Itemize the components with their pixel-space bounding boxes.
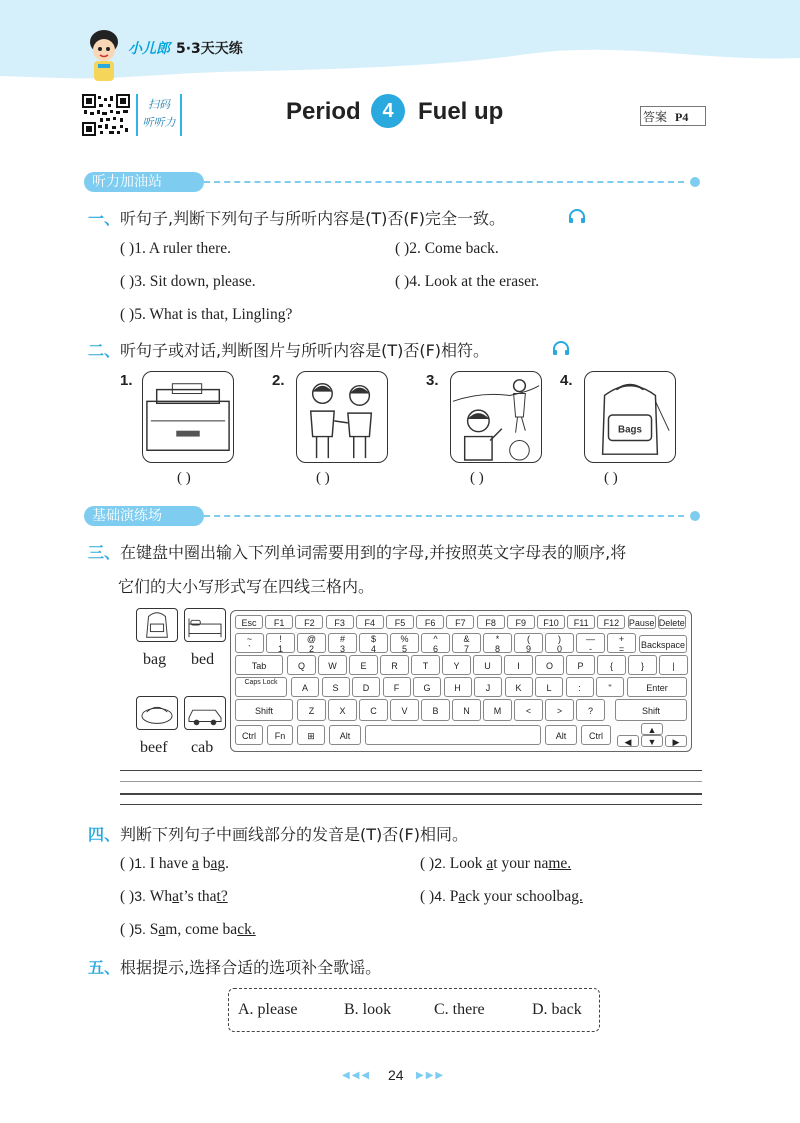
answer-blank[interactable]: ( ): [120, 855, 135, 872]
key-number-11-label: —: [586, 634, 595, 644]
key-esc[interactable]: [235, 615, 263, 629]
sentence-text: g.: [217, 855, 229, 872]
headphone-icon[interactable]: [568, 208, 586, 224]
key-w[interactable]: [318, 655, 347, 675]
key-shift-left[interactable]: Shift: [235, 699, 293, 721]
picture-3-label: 3.: [426, 372, 439, 389]
key-f8[interactable]: [477, 615, 505, 629]
key-number-12[interactable]: [607, 633, 636, 653]
key-symbol-10[interactable]: [597, 655, 626, 675]
key-f6-label: F6: [424, 618, 436, 628]
key-z[interactable]: [297, 699, 326, 721]
word-cab: cab: [191, 739, 214, 756]
key-symbol-10-label: {: [609, 661, 613, 671]
sentence-text: m, come b: [165, 921, 231, 938]
picture-2-label: 2.: [272, 372, 285, 389]
key-j[interactable]: [474, 677, 502, 697]
key-f2[interactable]: [295, 615, 323, 629]
key-f8-label: F8: [485, 618, 496, 628]
key-number-4[interactable]: [359, 633, 388, 653]
key-number-7-label: &: [463, 634, 470, 644]
q4-item-2: [420, 855, 571, 873]
question-3-instruction-line1: 在键盘中圈出输入下列单词需要用到的字母,并按照英文字母表的顺序,将: [120, 543, 627, 562]
scan-hint: [136, 94, 182, 136]
key-f6[interactable]: [416, 615, 444, 629]
key-pause[interactable]: [628, 615, 656, 629]
question-4-instruction: 判断下列句子中画线部分的发音是(T)否(F)相同。: [120, 825, 468, 844]
key-number-10[interactable]: [545, 633, 574, 653]
cab-icon: [184, 696, 226, 730]
q1-item-4: ( )4. Look at the eraser.: [395, 273, 540, 290]
key-number-11[interactable]: [576, 633, 605, 653]
underlined-letter: a: [172, 888, 180, 905]
key-f1[interactable]: [265, 615, 293, 629]
key-d[interactable]: [352, 677, 380, 697]
choice-c: C. there: [434, 1001, 485, 1018]
key-number-2-label: 2: [308, 644, 314, 654]
key-f4[interactable]: [356, 615, 384, 629]
key-m[interactable]: [483, 699, 512, 721]
key-k-label: K: [515, 683, 522, 693]
key-f1-label: F1: [273, 618, 285, 628]
choice-b: B. look: [344, 1001, 392, 1018]
underlined-letter: me.: [548, 855, 572, 872]
key-number-3-label: 3: [339, 644, 345, 654]
key-fn[interactable]: Fn: [267, 725, 293, 745]
key-u[interactable]: [473, 655, 502, 675]
key-number-5[interactable]: [390, 633, 419, 653]
underlined-letter: a: [191, 855, 199, 872]
q1-item-1: ( )1. A ruler there.: [120, 240, 232, 257]
key-f11[interactable]: [567, 615, 595, 629]
key-f-label: F: [393, 683, 400, 693]
key-number-3-label: #: [339, 634, 345, 644]
key-x-label: X: [339, 706, 346, 716]
item-number: 3.: [134, 888, 150, 904]
key-f3[interactable]: [326, 615, 354, 629]
headphone-icon[interactable]: [552, 340, 570, 356]
key-f3-label: F3: [334, 618, 345, 628]
brand-series: 小儿郎: [128, 41, 170, 57]
key-t-label: T: [422, 661, 429, 671]
key-number-3[interactable]: [328, 633, 357, 653]
two-boys-picture: [296, 371, 388, 463]
key-f12[interactable]: [597, 615, 625, 629]
key-number-6[interactable]: [421, 633, 450, 653]
key-number-9-label: (: [527, 634, 530, 644]
key-number-1-label: !: [279, 634, 282, 644]
key-symbol-12-label: |: [672, 661, 675, 671]
key-space[interactable]: [365, 725, 541, 745]
question-2-number: 二、: [88, 341, 121, 360]
key-p-label: P: [577, 661, 584, 671]
answer-label: 答案: [643, 110, 668, 124]
arrow-up-key[interactable]: ▲: [641, 723, 663, 735]
question-3-instruction-line2: 它们的大小写形式写在四线三格内。: [118, 577, 375, 596]
word-bed: bed: [191, 651, 215, 668]
key-windows[interactable]: ⊞: [297, 725, 325, 745]
key-s-label: S: [332, 683, 339, 693]
brand-book: 5·3天天练: [176, 41, 243, 57]
key-a-label: A: [301, 683, 308, 693]
question-4-title: [88, 822, 468, 845]
key-symbol-10[interactable]: [596, 677, 624, 697]
question-2-instruction: 听句子或对话,判断图片与所听内容是(T)否(F)相符。: [120, 341, 490, 360]
key-i-label: I: [517, 661, 520, 671]
underlined-letter: a: [486, 855, 494, 872]
writing-line-3[interactable]: [120, 793, 702, 795]
key-symbol-8-label: >: [556, 706, 563, 716]
key-number-10-label: ): [558, 634, 561, 644]
arrow-down-key[interactable]: ▼: [641, 735, 663, 747]
sentence-text: a: [564, 888, 572, 905]
key-symbol-11[interactable]: [628, 655, 657, 675]
brand-title: [128, 38, 243, 58]
question-2-title: [88, 338, 489, 361]
section-divider: [204, 515, 684, 517]
key-symbol-7[interactable]: [514, 699, 543, 721]
key-symbol-9[interactable]: [566, 677, 594, 697]
key-f7-label: F7: [455, 618, 466, 628]
answer-blank[interactable]: ( ): [120, 888, 135, 905]
question-1-number: 一、: [88, 209, 121, 228]
page-number: 24: [388, 1067, 404, 1083]
page-prev-arrows-icon: ◀◀◀: [342, 1070, 372, 1081]
key-c[interactable]: [359, 699, 388, 721]
underlined-letter: a: [210, 855, 218, 872]
key-number-4-label: 4: [370, 644, 376, 654]
question-1-title: [88, 206, 505, 229]
key-number-12-label: +: [618, 634, 625, 644]
beef-icon: [136, 696, 178, 730]
sentence-text: Wh: [149, 888, 173, 905]
sentence-text: a: [209, 888, 217, 905]
key-f10[interactable]: [537, 615, 565, 629]
key-e-label: E: [360, 661, 367, 671]
key-h-label: H: [454, 683, 461, 693]
key-number-2-label: @: [306, 634, 317, 644]
q4-item-5: [120, 921, 256, 939]
boy-waving-picture: [450, 371, 542, 463]
key-tab[interactable]: Tab: [235, 655, 283, 675]
key-j-label: J: [485, 683, 491, 693]
choice-d: D. back: [532, 1001, 582, 1018]
key-symbol-12[interactable]: [659, 655, 688, 675]
key-alt-left[interactable]: Alt: [329, 725, 361, 745]
key-number-6-label: 6: [432, 644, 438, 654]
key-s[interactable]: [322, 677, 350, 697]
key-symbol-7-label: <: [525, 706, 532, 716]
key-delete[interactable]: [658, 615, 686, 629]
key-ctrl-left[interactable]: Ctrl: [235, 725, 263, 745]
key-x[interactable]: [328, 699, 357, 721]
key-number-5-label: 5: [401, 644, 407, 654]
picture-4-answer-blank[interactable]: ( ): [604, 470, 618, 486]
sentence-text: S: [149, 921, 159, 938]
key-number-10-label: 0: [556, 644, 562, 654]
key-m-label: M: [493, 706, 502, 716]
key-number-8[interactable]: [483, 633, 512, 653]
q1-item-3: ( )3. Sit down, please.: [120, 273, 256, 290]
writing-line-2[interactable]: [120, 781, 702, 782]
section-divider-end: [690, 511, 700, 521]
section-divider: [204, 181, 684, 183]
key-r[interactable]: [380, 655, 409, 675]
question-3-number: 三、: [88, 543, 121, 562]
key-e[interactable]: [349, 655, 378, 675]
key-backspace[interactable]: Backspace: [639, 635, 687, 653]
q1-item-5: ( )5. What is that, Lingling?: [120, 306, 293, 323]
key-w-label: W: [328, 661, 337, 671]
key-number-11-label: -: [589, 644, 592, 654]
q4-item-1: [120, 855, 229, 873]
key-b-label: B: [432, 706, 439, 716]
sentence-text: b: [202, 855, 211, 872]
key-q-label: Q: [297, 661, 305, 671]
key-u-label: U: [484, 661, 491, 671]
key-f12-label: F12: [603, 618, 620, 628]
key-number-4-label: $: [370, 634, 376, 644]
key-l[interactable]: [535, 677, 563, 697]
key-number-5-label: %: [400, 634, 409, 644]
keyboard-diagram: [230, 610, 692, 752]
printer-picture: [142, 371, 234, 463]
key-f[interactable]: [383, 677, 411, 697]
question-4-number: 四、: [88, 825, 121, 844]
key-number-7-label: 7: [463, 644, 469, 654]
key-l-label: L: [546, 683, 552, 693]
key-number-0-label: `: [248, 644, 251, 654]
q1-item-2: ( )2. Come back.: [395, 240, 499, 257]
picture-1-label: 1.: [120, 372, 133, 389]
key-v-label: V: [401, 706, 408, 716]
key-enter[interactable]: Enter: [627, 677, 687, 697]
question-3-title: [88, 540, 626, 563]
bed-icon: [184, 608, 226, 642]
key-number-8-label: *: [495, 634, 500, 644]
key-d-label: D: [362, 683, 370, 693]
key-b[interactable]: [421, 699, 450, 721]
key-z-label: Z: [308, 706, 315, 716]
key-symbol-10-label: ": [608, 683, 612, 693]
answer-page: P4: [675, 110, 689, 124]
key-f4-label: F4: [364, 618, 376, 628]
key-g-label: G: [423, 683, 431, 693]
key-i[interactable]: [504, 655, 533, 675]
underlined-letter: a: [158, 921, 166, 938]
picture-1-answer-blank[interactable]: ( ): [177, 470, 191, 486]
underlined-letter: ck.: [237, 921, 256, 938]
underlined-letter: t?: [216, 888, 228, 905]
key-y[interactable]: [442, 655, 471, 675]
arrow-left-key[interactable]: ◀: [617, 735, 639, 747]
key-n[interactable]: [452, 699, 481, 721]
scan-hint-line2: 听听力: [142, 116, 176, 129]
item-number: 2.: [434, 855, 450, 871]
sentence-text: t your n: [493, 855, 542, 872]
key-symbol-9-label: ?: [587, 706, 593, 716]
key-f10-label: F10: [543, 618, 559, 628]
key-caps-lock[interactable]: Caps Lock: [235, 677, 287, 697]
key-c-label: C: [370, 706, 377, 716]
sentence-text: Look: [449, 855, 487, 872]
key-n-label: N: [463, 706, 470, 716]
sentence-text: P: [449, 888, 459, 905]
key-f2-label: F2: [304, 618, 315, 628]
bag-icon: [136, 608, 178, 642]
scan-hint-line1: 扫码: [148, 98, 170, 111]
question-5-title: [88, 955, 381, 978]
picture-2-answer-blank[interactable]: ( ): [316, 470, 330, 486]
answer-blank[interactable]: ( ): [120, 921, 135, 938]
title-period: Period: [286, 98, 361, 125]
key-f7[interactable]: [446, 615, 474, 629]
bag-print-text: Bags: [618, 424, 642, 436]
key-o-label: O: [545, 661, 553, 671]
picture-3-answer-blank[interactable]: ( ): [470, 470, 484, 486]
sentence-text: a: [541, 855, 549, 872]
key-shift-right[interactable]: Shift: [615, 699, 687, 721]
page-next-arrows-icon: ▶▶▶: [416, 1070, 446, 1081]
key-f5-label: F5: [394, 618, 406, 628]
key-number-1[interactable]: [266, 633, 295, 653]
key-number-6-label: ^: [433, 634, 438, 644]
key-f11-label: F11: [573, 618, 589, 628]
question-5-instruction: 根据提示,选择合适的选项补全歌谣。: [120, 958, 382, 977]
arrow-right-key[interactable]: ▶: [665, 735, 687, 747]
key-number-7[interactable]: [452, 633, 481, 653]
key-alt-right[interactable]: Alt: [545, 725, 577, 745]
q4-item-4: [420, 888, 583, 906]
choice-a: A. please: [238, 1001, 298, 1018]
key-number-9-label: 9: [525, 644, 531, 654]
writing-line-1[interactable]: [120, 770, 702, 771]
key-t[interactable]: [411, 655, 440, 675]
word-bag: bag: [143, 651, 167, 668]
key-delete-label: Delete: [658, 618, 685, 628]
key-ctrl-right[interactable]: Ctrl: [581, 725, 611, 745]
question-1-instruction: 听句子,判断下列句子与所听内容是(T)否(F)完全一致。: [120, 209, 506, 228]
key-number-0-label: ~: [246, 634, 253, 644]
sentence-text: a: [230, 921, 238, 938]
key-g[interactable]: [413, 677, 441, 697]
key-symbol-8[interactable]: [545, 699, 574, 721]
qr-code-icon[interactable]: [82, 94, 130, 136]
underlined-letter: g.: [571, 888, 583, 905]
key-number-12-label: =: [618, 644, 625, 654]
question-5-number: 五、: [88, 958, 121, 977]
underlined-letter: a: [458, 888, 466, 905]
key-number-9[interactable]: [514, 633, 543, 653]
key-r-label: R: [391, 661, 398, 671]
key-o[interactable]: [535, 655, 564, 675]
answer-reference: [640, 106, 706, 126]
key-f5[interactable]: [386, 615, 414, 629]
key-a[interactable]: [291, 677, 319, 697]
key-number-8-label: 8: [494, 644, 500, 654]
section-divider-end: [690, 177, 700, 187]
key-symbol-9[interactable]: [576, 699, 605, 721]
answer-blank[interactable]: ( ): [420, 888, 435, 905]
key-number-0[interactable]: [235, 633, 264, 653]
item-number: 4.: [434, 888, 450, 904]
key-y-label: Y: [453, 661, 460, 671]
key-v[interactable]: [390, 699, 419, 721]
key-number-1-label: 1: [277, 644, 283, 654]
q4-item-3: [120, 888, 228, 906]
key-pause-label: Pause: [628, 618, 655, 628]
item-number: 1.: [134, 855, 150, 871]
key-symbol-9-label: :: [578, 683, 581, 693]
section-practice-header: 基础演练场: [84, 506, 204, 526]
item-number: 5.: [134, 921, 150, 937]
key-f9[interactable]: [507, 615, 535, 629]
schoolbag-picture: [584, 371, 676, 463]
sentence-text: I have: [149, 855, 192, 872]
key-esc-label: Esc: [241, 618, 257, 628]
picture-4-label: 4.: [560, 372, 573, 389]
sentence-text: ck your schoolb: [465, 888, 565, 905]
key-p[interactable]: [566, 655, 595, 675]
answer-blank[interactable]: ( ): [420, 855, 435, 872]
key-f9-label: F9: [515, 618, 527, 628]
key-k[interactable]: [505, 677, 533, 697]
title-number-badge: 4: [371, 94, 405, 128]
writing-line-4[interactable]: [120, 804, 702, 805]
key-h[interactable]: [444, 677, 472, 697]
title-topic: Fuel up: [418, 98, 504, 125]
key-q[interactable]: [287, 655, 316, 675]
mascot-icon: [82, 24, 126, 86]
key-number-2[interactable]: [297, 633, 326, 653]
sentence-text: t’s th: [179, 888, 210, 905]
word-beef: beef: [140, 739, 168, 756]
section-listening-header: 听力加油站: [84, 172, 204, 192]
key-symbol-11-label: }: [640, 661, 644, 671]
